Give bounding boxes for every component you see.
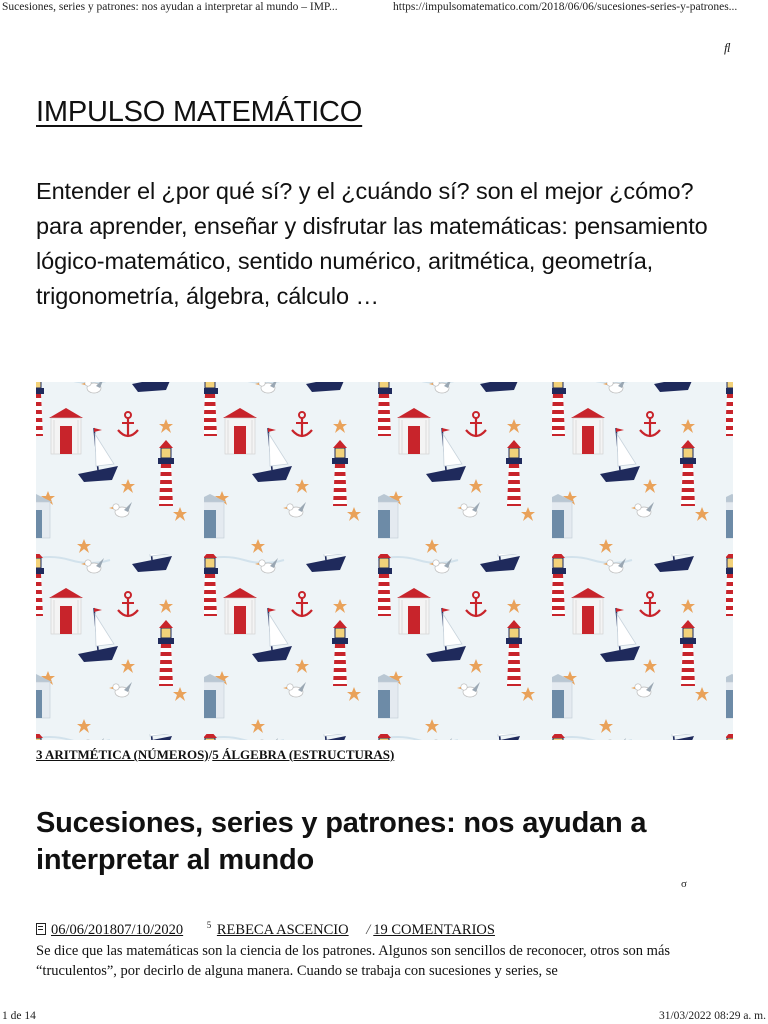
site-tagline: Entender el ¿por qué sí? y el ¿cuándo sí? son el mejor ¿cómo? para aprender, enseñar y disfrutar las matemáticas: pensamiento lógico-matemático, sentido numérico, aritmética, geometría, trigonometría, álgebra, cálculo … [36, 178, 708, 309]
post-body-paragraph: Se dice que las matemáticas son la ciencia de los patrones. Algunos son sencillos de reconocer, otros son más “truculentos”, por decirlo de alguna manera. Cuando se trabaja con sucesiones y series, se [36, 943, 671, 979]
post-meta [36, 920, 495, 939]
menu-icon[interactable]: ﬂ [724, 40, 731, 55]
print-header [0, 0, 768, 18]
site-title-link[interactable]: IMPULSO MATEMÁTICO [36, 96, 363, 128]
comments-icon: / [366, 921, 371, 938]
category-separator: / [208, 747, 213, 762]
nautical-pattern-image [36, 382, 733, 740]
post-dates-link[interactable]: 06/06/201807/10/2020 [51, 921, 184, 938]
author-link[interactable]: REBECA ASCENCIO [216, 921, 349, 938]
comments-link[interactable]: 19 COMENTARIOS [373, 921, 495, 938]
post-title: Sucesiones, series y patrones: nos ayudan a interpretar al mundo [36, 807, 647, 876]
category-link-aritmetica[interactable]: 3 ARITMÉTICA (NÚMEROS) [36, 747, 209, 762]
print-header-url: https://impulsomatematico.com/2018/06/06/sucesiones-series-y-patrones... [393, 1, 738, 13]
print-header-title: Sucesiones, series y patrones: nos ayudan a interpretar al mundo – IMP... [2, 1, 338, 13]
post-categories [36, 747, 394, 763]
author-icon: 5 [206, 920, 212, 930]
featured-image [36, 382, 733, 740]
print-datetime: 31/03/2022 08:29 a. m. [658, 1010, 766, 1022]
print-footer [0, 1008, 768, 1024]
sigma-icon: σ [681, 878, 687, 890]
page-number: 1 de 14 [2, 1010, 36, 1022]
category-link-algebra[interactable]: 5 ÁLGEBRA (ESTRUCTURAS) [212, 747, 395, 762]
calendar-icon [36, 923, 46, 935]
